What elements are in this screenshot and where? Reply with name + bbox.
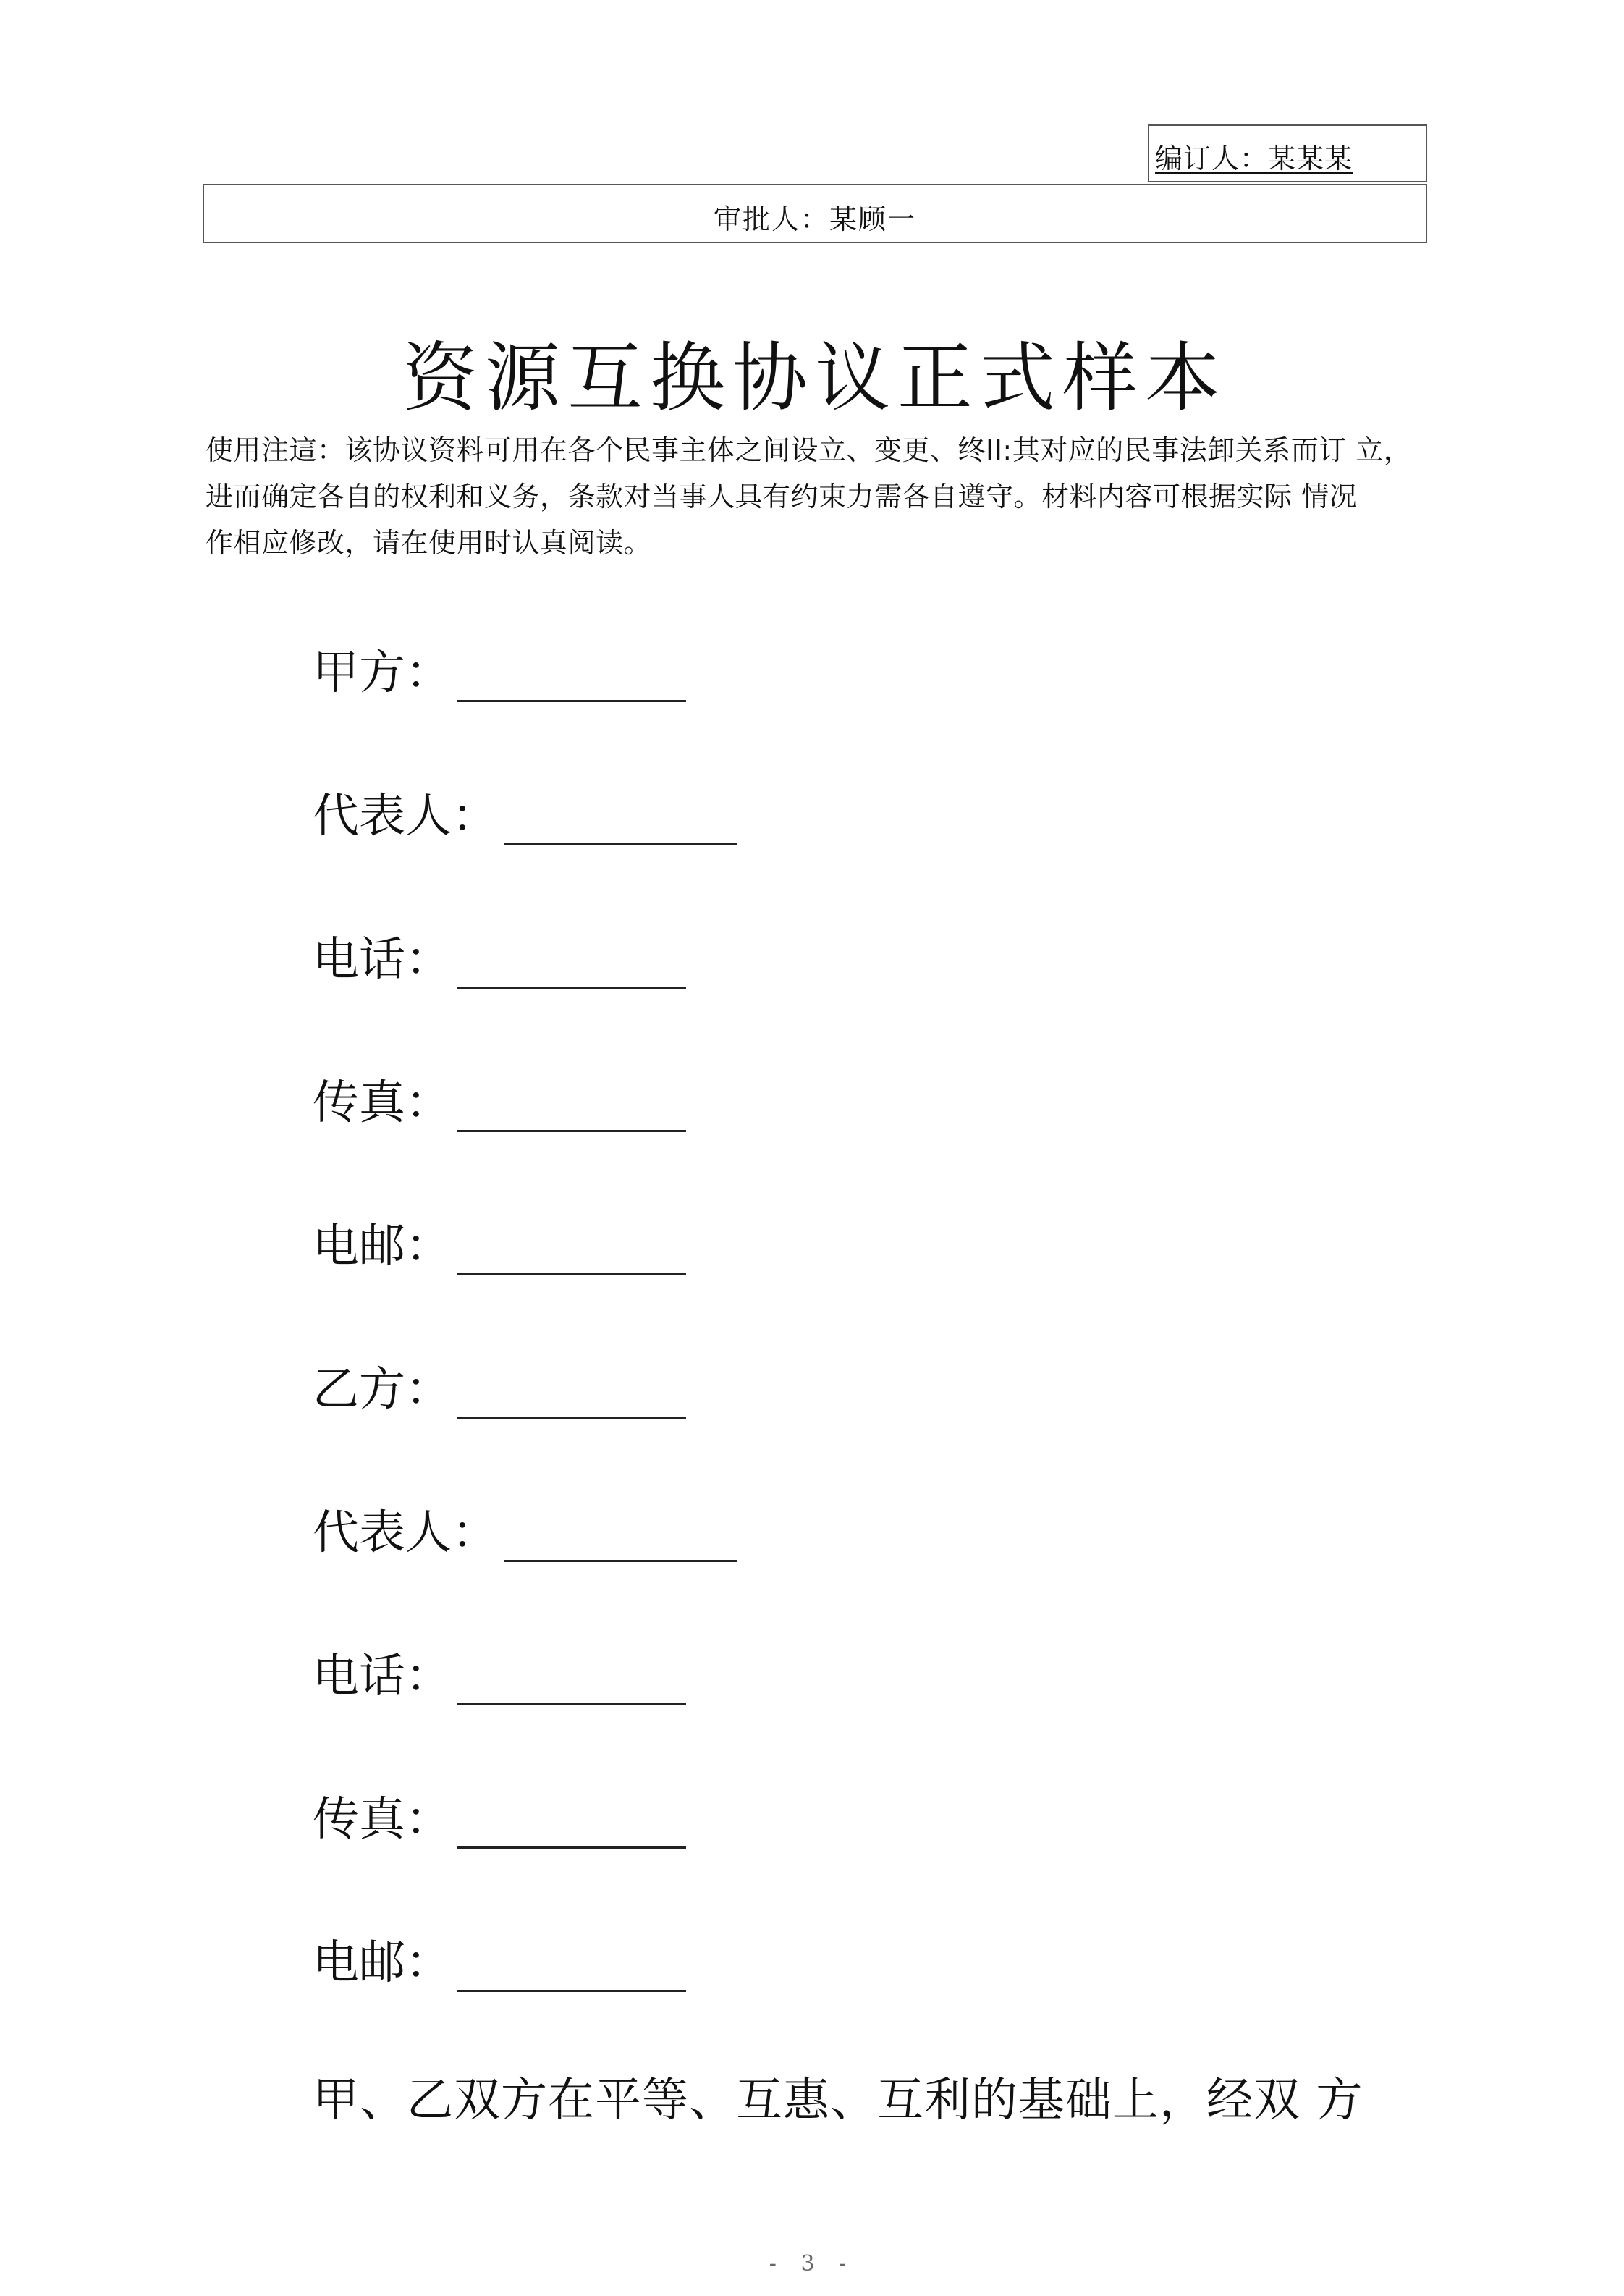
party-b-phone-label: 电话： (313, 1650, 452, 1703)
party-a-rep-label: 代表人： (313, 790, 498, 843)
party-b-email-label: 电邮： (313, 1936, 452, 1990)
party-b-name-blank[interactable] (457, 1376, 686, 1419)
party-a-fax-field (313, 1065, 686, 1130)
party-b-phone-field (313, 1639, 686, 1703)
party-b-rep-blank[interactable] (504, 1519, 737, 1562)
editor-box (1148, 124, 1427, 182)
party-b-fax-label: 传真： (313, 1793, 452, 1846)
party-a-fax-label: 传真： (313, 1076, 452, 1130)
party-b-rep-field (313, 1495, 737, 1560)
notice-line: 使用注這：该协议资料可用在各个民事主体之间设立、变更、终II:其对应的民事法卸关系而订 立， (206, 434, 1412, 466)
party-b-name-label: 乙方： (313, 1363, 452, 1417)
party-b-name-field (313, 1352, 686, 1417)
party-a-phone-blank[interactable] (457, 946, 686, 989)
usage-notice (206, 427, 1450, 566)
party-b-phone-blank[interactable] (457, 1663, 686, 1705)
party-b-rep-label: 代表人： (313, 1506, 498, 1560)
party-a-email-blank[interactable] (457, 1233, 686, 1275)
page-number: - 3 - (769, 2251, 855, 2276)
agreement-opening-paragraph: 甲、乙双方在平等、互惠、互利的基础上，经双 方 (313, 2074, 1363, 2127)
party-a-phone-field (313, 922, 686, 987)
party-a-email-field (313, 1209, 686, 1273)
party-a-rep-field (313, 779, 737, 843)
party-a-fax-blank[interactable] (457, 1089, 686, 1132)
approver-label: 审批人：某顾一 (713, 203, 916, 235)
party-a-name-blank[interactable] (457, 659, 686, 702)
party-b-email-field (313, 1925, 686, 1990)
approver-box (203, 184, 1427, 243)
party-a-phone-label: 电话： (313, 933, 452, 987)
party-b-fax-blank[interactable] (457, 1806, 686, 1849)
editor-label: 编订人：某某某 (1155, 143, 1353, 174)
party-a-name-label: 甲方： (313, 646, 452, 700)
party-b-fax-field (313, 1782, 686, 1846)
notice-line: 作相应修改，请在使用时认真阅读。 (206, 527, 652, 559)
party-b-email-blank[interactable] (457, 1949, 686, 1992)
document-title: 资源互换协议正式样本 (402, 334, 1227, 422)
party-a-name-field (313, 636, 686, 700)
party-a-email-label: 电邮： (313, 1220, 452, 1273)
notice-line: 进而确定各自的权利和义务，条款对当事人具有约束力需各自遵守。材料内容可根据实际 情况 (206, 481, 1358, 512)
party-a-rep-blank[interactable] (504, 803, 737, 845)
